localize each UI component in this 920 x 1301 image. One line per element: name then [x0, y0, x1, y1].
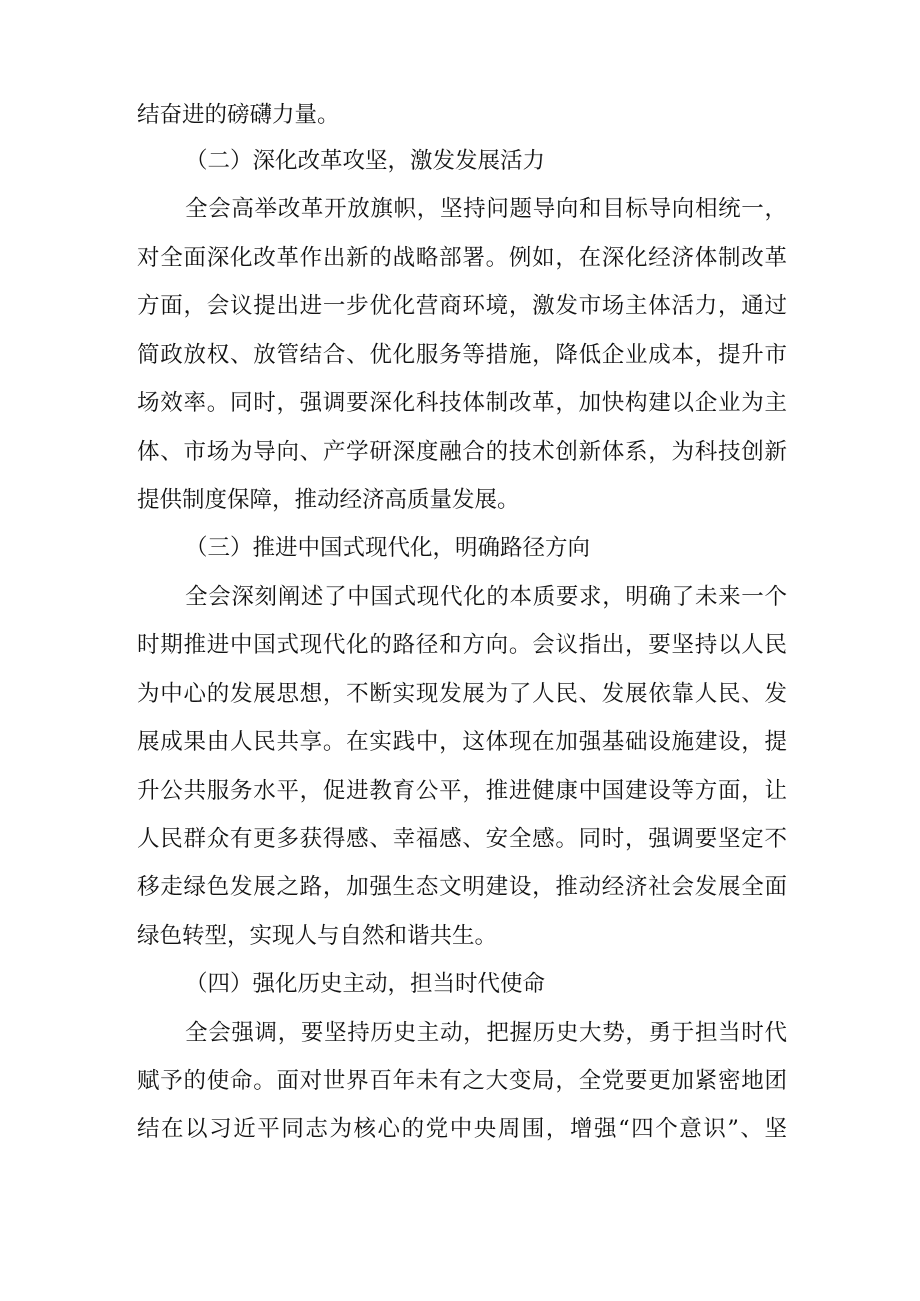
paragraph-line: 结在以习近平同志为核心的党中央周围，增强“四个意识”、坚: [137, 1116, 787, 1142]
paragraph-line: 人民群众有更多获得感、幸福感、安全感。同时，强调要坚定不: [137, 826, 787, 852]
paragraph-line: 全会高举改革开放旗帜，坚持问题导向和目标导向相统一，: [185, 196, 787, 222]
paragraph-line: 全会深刻阐述了中国式现代化的本质要求，明确了未来一个: [185, 584, 787, 610]
paragraph-line: 为中心的发展思想，不断实现发展为了人民、发展依靠人民、发: [137, 681, 787, 707]
paragraph-line: 绿色转型，实现人与自然和谐共生。: [137, 923, 498, 949]
paragraph-line: 提供制度保障，推动经济高质量发展。: [137, 487, 520, 513]
paragraph-line: 对全面深化改革作出新的战略部署。例如，在深化经济体制改革: [137, 245, 787, 271]
section-heading: （二）深化改革攻坚，激发发展活力: [185, 148, 546, 174]
paragraph-line: 结奋进的磅礴力量。: [137, 102, 340, 128]
paragraph-line: 全会强调，要坚持历史主动，把握历史大势，勇于担当时代: [185, 1020, 787, 1046]
paragraph-line: 体、市场为导向、产学研深度融合的技术创新体系，为科技创新: [137, 439, 787, 465]
paragraph-line: 移走绿色发展之路，加强生态文明建设，推动经济社会发展全面: [137, 874, 787, 900]
paragraph-line: 时期推进中国式现代化的路径和方向。会议指出，要坚持以人民: [137, 632, 787, 658]
paragraph-line: 升公共服务水平，促进教育公平，推进健康中国建设等方面，让: [137, 778, 787, 804]
section-heading: （四）强化历史主动，担当时代使命: [185, 971, 546, 997]
paragraph-line: 简政放权、放管结合、优化服务等措施，降低企业成本，提升市: [137, 342, 787, 368]
paragraph-line: 方面，会议提出进一步优化营商环境，激发市场主体活力，通过: [137, 293, 787, 319]
paragraph-line: 场效率。同时，强调要深化科技体制改革，加快构建以企业为主: [137, 390, 787, 416]
paragraph-line: 赋予的使命。面对世界百年未有之大变局，全党要更加紧密地团: [137, 1068, 787, 1094]
paragraph-line: 展成果由人民共享。在实践中，这体现在加强基础设施建设，提: [137, 729, 787, 755]
section-heading: （三）推进中国式现代化，明确路径方向: [185, 535, 591, 561]
